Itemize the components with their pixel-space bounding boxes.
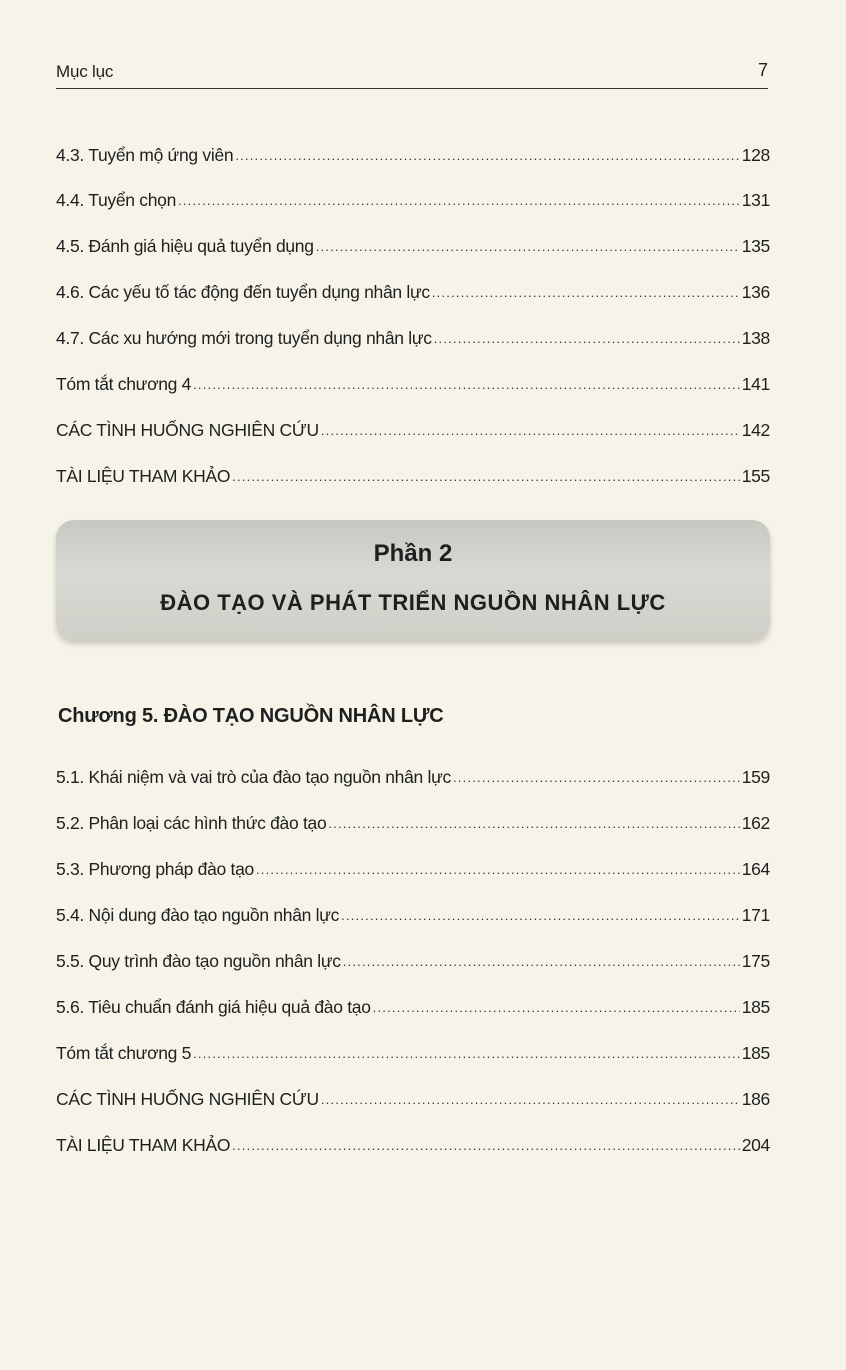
- part-subtitle: ĐÀO TẠO VÀ PHÁT TRIỂN NGUỒN NHÂN LỰC: [160, 590, 666, 615]
- toc-entry-page: 204: [741, 1135, 770, 1155]
- running-header-title: Mục lục: [56, 62, 114, 81]
- toc-entry-page: 162: [741, 813, 770, 833]
- toc-entry-page: 131: [741, 190, 770, 210]
- toc-entry-label: 5.4. Nội dung đào tạo nguồn nhân lực: [56, 905, 340, 925]
- toc-leader-dots: [256, 862, 740, 877]
- toc-entry-page: 185: [741, 997, 770, 1017]
- part-title: Phần 2: [373, 540, 453, 567]
- toc-leader-dots: [193, 377, 740, 392]
- toc-entry-label: TÀI LIỆU THAM KHẢO: [56, 466, 231, 486]
- toc-leader-dots: [321, 1092, 740, 1107]
- toc-entry-page: 142: [741, 420, 770, 440]
- toc-entry: [56, 760, 770, 788]
- page-header: [56, 58, 768, 89]
- toc-entry-page: 185: [741, 1043, 770, 1063]
- toc-entry: [56, 183, 770, 211]
- toc-entry-page: 159: [741, 767, 770, 787]
- chapter-heading: Chương 5. ĐÀO TẠO NGUỒN NHÂN LỰC: [58, 705, 444, 727]
- toc-entry: [56, 229, 770, 257]
- toc-entry-page: 155: [741, 466, 770, 486]
- toc-entry-page: 186: [741, 1089, 770, 1109]
- toc-entry-page: 175: [741, 951, 770, 971]
- part-banner: [56, 520, 770, 640]
- toc-leader-dots: [343, 954, 740, 969]
- toc-entry-label: 4.3. Tuyển mộ ứng viên: [56, 145, 234, 165]
- toc-entry-page: 164: [741, 859, 770, 879]
- toc-leader-dots: [321, 423, 740, 438]
- toc-entry: [56, 413, 770, 441]
- toc-leader-dots: [341, 908, 740, 923]
- toc-leader-dots: [316, 239, 740, 254]
- toc-entry-label: 5.3. Phương pháp đào tạo: [56, 859, 254, 879]
- toc-leader-dots: [232, 469, 740, 484]
- toc-entry: [56, 1036, 770, 1064]
- toc-leader-dots: [328, 816, 739, 831]
- toc-entry: [56, 1082, 770, 1110]
- toc-leader-dots: [235, 148, 739, 163]
- toc-leader-dots: [373, 1000, 740, 1015]
- toc-entry-label: 5.2. Phân loại các hình thức đào tạo: [56, 813, 327, 833]
- toc-entry: [56, 852, 770, 880]
- toc-entry: [56, 806, 770, 834]
- toc-entry: [56, 898, 770, 926]
- toc-entry-label: 5.6. Tiêu chuẩn đánh giá hiệu quả đào tạo: [56, 997, 371, 1017]
- toc-entry-label: Tóm tắt chương 4: [56, 374, 192, 394]
- toc-entry-label: TÀI LIỆU THAM KHẢO: [56, 1135, 231, 1155]
- page-number: 7: [757, 60, 768, 80]
- toc-leader-dots: [193, 1046, 740, 1061]
- toc-entry-label: 4.5. Đánh giá hiệu quả tuyển dụng: [56, 236, 314, 256]
- toc-entry-label: Tóm tắt chương 5: [56, 1043, 192, 1063]
- toc-entry: [56, 990, 770, 1018]
- toc-entry-label: 5.1. Khái niệm và vai trò của đào tạo nguồn nhân lực: [56, 767, 451, 787]
- toc-entry: [56, 321, 770, 349]
- toc-entry-page: 136: [741, 282, 770, 302]
- toc-entry-label: 4.7. Các xu hướng mới trong tuyển dụng nhân lực: [56, 328, 432, 348]
- toc-leader-dots: [434, 331, 740, 346]
- toc-entry-page: 138: [741, 328, 770, 348]
- toc-entry: [56, 1128, 770, 1156]
- toc-entry-label: CÁC TÌNH HUỐNG NGHIÊN CỨU: [56, 1089, 319, 1109]
- toc-leader-dots: [232, 1138, 740, 1153]
- toc-leader-dots: [178, 193, 740, 208]
- toc-entry-page: 141: [741, 374, 770, 394]
- toc-entry-page: 135: [741, 236, 770, 256]
- toc-entry: [56, 138, 770, 166]
- toc-entry-label: 5.5. Quy trình đào tạo nguồn nhân lực: [56, 951, 341, 971]
- toc-entry: [56, 944, 770, 972]
- toc-entry-page: 128: [741, 145, 770, 165]
- toc-entry-page: 171: [741, 905, 770, 925]
- toc-entry: [56, 367, 770, 395]
- toc-leader-dots: [432, 285, 740, 300]
- toc-entry-label: 4.4. Tuyển chọn: [56, 190, 177, 210]
- toc-entry: [56, 459, 770, 487]
- toc-leader-dots: [453, 770, 740, 785]
- toc-entry: [56, 275, 770, 303]
- toc-entry-label: 4.6. Các yếu tố tác động đến tuyển dụng nhân lực: [56, 282, 430, 302]
- toc-entry-label: CÁC TÌNH HUỐNG NGHIÊN CỨU: [56, 420, 319, 440]
